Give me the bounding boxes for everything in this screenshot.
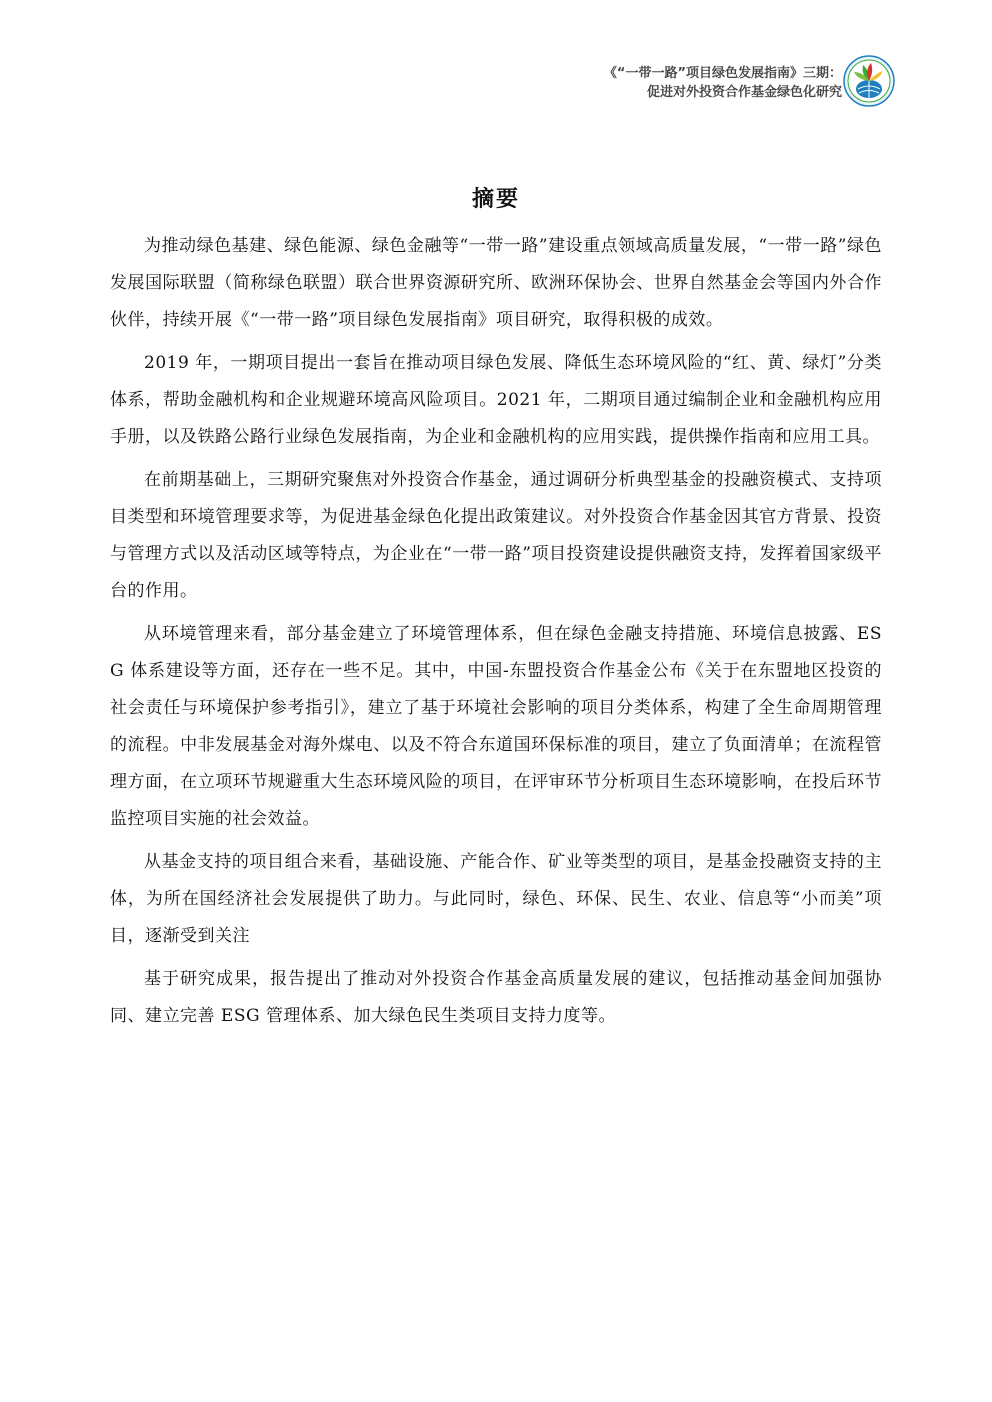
abstract-body [110, 228, 882, 1041]
brgdic-globe-logo-icon [843, 55, 895, 107]
header-line-1: 《“一带一路”项目绿色发展指南》三期： [603, 66, 842, 81]
paragraph-4: 从环境管理来看，部分基金建立了环境管理体系，但在绿色金融支持措施、环境信息披露、ESG 体系建设等方面，还存在一些不足。其中，中国-东盟投资合作基金公布《关于在东盟地区投资的社会责任与环境保护参考指引》，建立了基于环境社会影响的项目分类体系，构建了全生命周期管理的流程。中非发展基金对海外煤电、以及不符合东道国环保标准的项目，建立了负面清单；在流程管理方面，在立项环节规避重大生态环境风险的项目，在评审环节分析项目生态环境影响，在投后环节监控项目实施的社会效益。 [110, 624, 882, 829]
paragraph-1: 为推动绿色基建、绿色能源、绿色金融等“一带一路”建设重点领域高质量发展，“一带一路”绿色发展国际联盟（简称绿色联盟）联合世界资源研究所、欧洲环保协会、世界自然基金会等国内外合作伙伴，持续开展《“一带一路”项目绿色发展指南》项目研究，取得积极的成效。 [110, 236, 882, 330]
paragraph-2: 2019 年，一期项目提出一套旨在推动项目绿色发展、降低生态环境风险的“红、黄、绿灯”分类体系，帮助金融机构和企业规避环境高风险项目。2021 年，二期项目通过编制企业和金融机构应用手册，以及铁路公路行业绿色发展指南，为企业和金融机构的应用实践，提供操作指南和应用工具。 [110, 353, 882, 447]
paragraph-5: 从基金支持的项目组合来看，基础设施、产能合作、矿业等类型的项目，是基金投融资支持的主体，为所在国经济社会发展提供了助力。与此同时，绿色、环保、民生、农业、信息等“小而美”项目，逐渐受到关注 [110, 852, 882, 946]
paragraph-6: 基于研究成果，报告提出了推动对外投资合作基金高质量发展的建议，包括推动基金间加强协同、建立完善 ESG 管理体系、加大绿色民生类项目支持力度等。 [110, 969, 882, 1026]
header-line-2: 促进对外投资合作基金绿色化研究 [646, 85, 842, 100]
running-header [604, 64, 842, 102]
paragraph-3: 在前期基础上，三期研究聚焦对外投资合作基金，通过调研分析典型基金的投融资模式、支持项目类型和环境管理要求等，为促进基金绿色化提出政策建议。对外投资合作基金因其官方背景、投资与管理方式以及活动区域等特点，为企业在“一带一路”项目投资建设提供融资支持，发挥着国家级平台的作用。 [110, 470, 882, 601]
page-title: 摘要 [471, 187, 520, 212]
